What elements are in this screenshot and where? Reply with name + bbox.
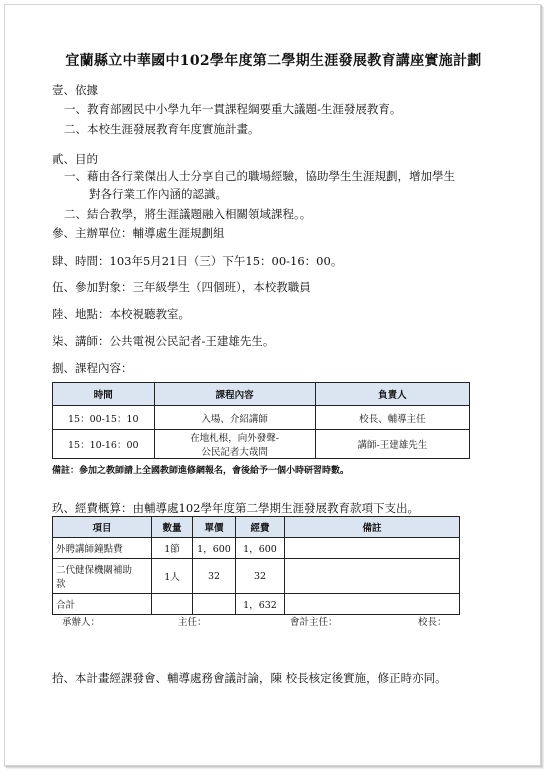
budget-cell-quantity: 1人 [152, 559, 193, 594]
budget-cell-remarks [285, 538, 460, 559]
schedule-content-line-1: 在地札根，向外發聲- [190, 433, 279, 444]
section-2-heading: 貳、目的 [52, 152, 98, 166]
document-title: 宜蘭縣立中華國中102學年度第二學期生涯發展教育講座實施計劃 [65, 53, 482, 69]
budget-item-line-2: 款 [56, 579, 66, 590]
table-row [53, 594, 460, 615]
schedule-header-content: 課程內容 [154, 383, 315, 406]
schedule-cell-time: 15：00-15：10 [53, 406, 155, 430]
section-5-participants: 伍、參加對象：三年級學生（四個班），本校教職員 [52, 280, 311, 294]
schedule-cell-person: 校長、輔導主任 [315, 406, 469, 430]
section-6-location: 陸、地點：本校視聽教室。 [52, 307, 190, 321]
budget-cell-item: 外聘講師鐘點費 [53, 538, 152, 559]
section-2-item-1-line-2: 對各行業工作內涵的認識。 [89, 187, 227, 201]
section-4-time: 肆、時間：103年5月21日（三）下午15：00-16：00。 [52, 254, 343, 268]
signature-principal: 校長： [418, 617, 447, 628]
schedule-cell-content [154, 430, 315, 459]
budget-item-line-1: 二代健保機關補助 [56, 565, 133, 576]
schedule-note: 備註：參加之教師請上全國教師進修網報名，會後給予一個小時研習時數。 [52, 466, 350, 476]
signature-handler: 承辦人： [62, 617, 101, 628]
section-3-organizer: 參、主辦單位：輔導處生涯規劃組 [52, 226, 225, 240]
section-9-budget: 玖、經費概算：由輔導處102學年度第二學期生涯發展教育款項下支出。 [52, 501, 419, 515]
budget-cell-quantity: 1節 [152, 538, 193, 559]
budget-header-unit-price: 單價 [193, 517, 236, 538]
schedule-header-person: 負責人 [315, 383, 469, 406]
section-7-lecturer: 柒、講師：公共電視公民記者-王建雄先生。 [52, 334, 275, 348]
budget-header-item: 項目 [53, 517, 152, 538]
section-1-heading: 壹、依據 [52, 83, 98, 97]
section-2-item-2: 二、結合教學，將生涯議題融入相關領域課程。。 [64, 207, 312, 221]
budget-cell-cost: 32 [236, 559, 285, 594]
budget-cell-unit-price: 1，600 [193, 538, 236, 559]
budget-header-quantity: 數量 [152, 517, 193, 538]
signature-accounting: 會計主任： [290, 617, 338, 628]
schedule-table [52, 382, 470, 459]
section-1-item-2: 二、本校生涯發展教育年度實施計畫。 [64, 122, 260, 136]
signature-director: 主任： [178, 617, 207, 628]
schedule-cell-time: 15：10-16：00 [53, 430, 155, 459]
budget-cell-cost: 1，632 [236, 594, 285, 615]
table-row [53, 538, 460, 559]
schedule-header-time: 時間 [53, 383, 155, 406]
schedule-cell-person: 講師-王建雄先生 [315, 430, 469, 459]
budget-cell-remarks [285, 559, 460, 594]
budget-cell-cost: 1，600 [236, 538, 285, 559]
table-row [53, 559, 460, 594]
budget-cell-unit-price: 32 [193, 559, 236, 594]
budget-table [52, 516, 460, 615]
budget-cell-item [53, 559, 152, 594]
section-2-item-1-line-1: 一、藉由各行業傑出人士分享自己的職場經驗，協助學生生涯規劃，增加學生 [64, 169, 455, 183]
budget-cell-unit-price [193, 594, 236, 615]
budget-header-row [53, 517, 460, 538]
budget-cell-remarks [285, 594, 460, 615]
section-1-item-1: 一、教育部國民中小學九年一貫課程綱要重大議題-生涯發展教育。 [64, 102, 402, 116]
table-row [53, 430, 470, 459]
section-10-approval: 拾、本計畫經課發會、輔導處務會議討論，陳 校長核定後實施，修正時亦同。 [52, 671, 447, 685]
schedule-header-row [53, 383, 470, 406]
budget-cell-quantity [152, 594, 193, 615]
budget-header-remarks: 備註 [285, 517, 460, 538]
budget-cell-item: 合計 [53, 594, 152, 615]
table-row [53, 406, 470, 430]
schedule-content-line-2: 公民記者大哉問 [201, 447, 268, 458]
schedule-cell-content: 入場、介紹講師 [154, 406, 315, 430]
section-8-heading: 捌、課程內容： [52, 361, 133, 375]
budget-header-cost: 經費 [236, 517, 285, 538]
